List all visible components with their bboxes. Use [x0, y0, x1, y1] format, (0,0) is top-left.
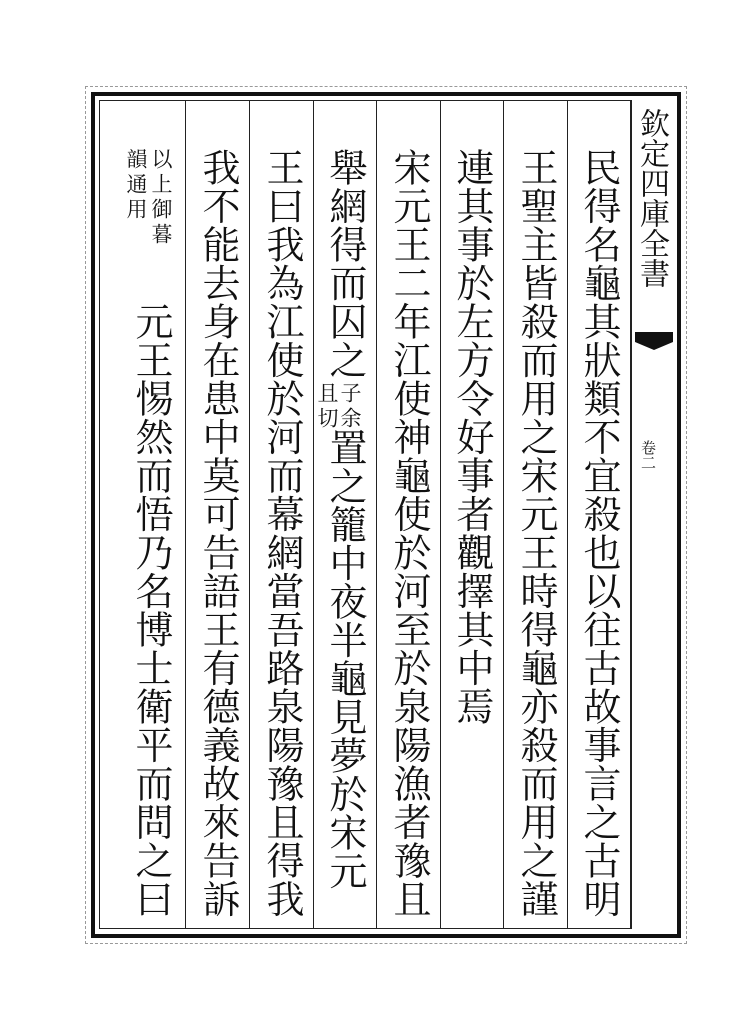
- text-column-5-end: 置之籠中夜半龜見夢於宋元: [323, 428, 367, 890]
- text-column-8: 元王惕然而悟乃名博士衛平而問之曰: [129, 302, 173, 918]
- text-column-3: 連其事於左方令好事者觀擇其中焉: [450, 148, 494, 726]
- text-column-7: 我不能去身在患中莫可告語王有德義故來告訴: [196, 148, 240, 918]
- annotation-left: 且切: [315, 382, 339, 432]
- text-column-4: 宋元王二年江使神龜使於河至於泉陽漁者豫且: [387, 148, 431, 918]
- fishtail-mark-icon: [633, 330, 675, 352]
- volume-label: 卷二: [639, 440, 657, 470]
- book-title: 欽定四庫全書: [634, 108, 669, 288]
- column-rule: [185, 100, 186, 929]
- text-column-6: 王曰我為江使於河而幕網當吾路泉陽豫且得我: [260, 148, 304, 918]
- text-column-2: 王聖主皆殺而用之宋元王時得龜亦殺而用之謹: [514, 148, 558, 918]
- column-rule: [376, 100, 377, 929]
- annotation-right: 以上御暮: [149, 148, 173, 248]
- text-column-5-start: 舉網得而囚之: [323, 148, 367, 379]
- text-column-1: 民得名龜其狀類不宜殺也以往古故事言之古明: [577, 148, 621, 918]
- column-rule: [440, 100, 441, 929]
- column-rule: [503, 100, 504, 929]
- column-rule: [313, 100, 314, 929]
- column-rule: [249, 100, 250, 929]
- column-rule: [567, 100, 568, 929]
- annotation-left: 韻通用: [124, 148, 148, 223]
- annotation-right: 子余: [338, 382, 362, 432]
